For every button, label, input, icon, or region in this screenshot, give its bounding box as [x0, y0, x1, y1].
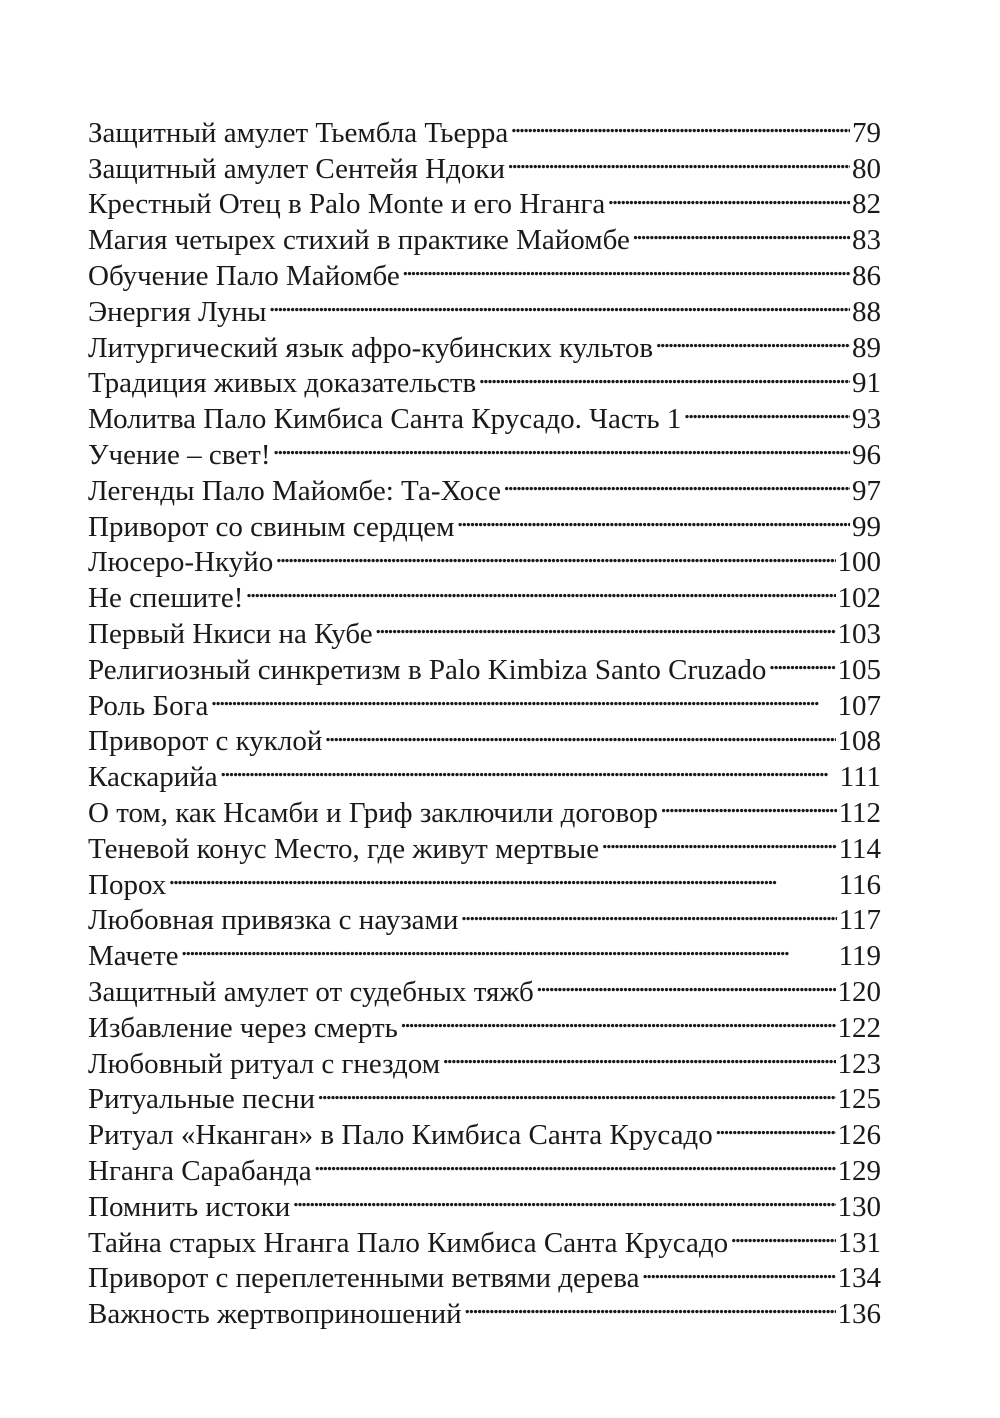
toc-entry-page: 136: [837, 1298, 881, 1331]
toc-entry-title: Важность жертвоприношений: [88, 1298, 462, 1331]
toc-entry-title: Теневой конус Место, где живут мертвые: [88, 832, 600, 865]
toc-entry-title: Легенды Пало Майомбе: Та-Хосе: [88, 474, 502, 507]
toc-entry-title: Роль Бога: [88, 689, 209, 722]
toc-entry-page: 99: [852, 510, 881, 543]
toc-entry-page: 102: [837, 582, 881, 615]
toc-entry-title: Любовный ритуал с гнездом: [88, 1047, 441, 1080]
toc-entry: [88, 965, 881, 1008]
toc-entry-page: 83: [852, 224, 881, 257]
toc-entry-title: Обучение Пало Майомбе: [88, 259, 400, 292]
toc-entry-title: Мачете: [88, 940, 179, 973]
toc-entry-page: 114: [838, 832, 881, 865]
toc-entry-title: Защитный амулет Сентейя Ндоки: [88, 152, 505, 185]
toc-entry-page: 125: [837, 1083, 881, 1116]
dot-leader: [478, 357, 850, 393]
toc-entry-title: Энергия Луны: [88, 295, 267, 328]
table-of-contents: [88, 106, 881, 1331]
toc-entry-page: 130: [837, 1190, 881, 1223]
toc-entry-title: Религиозный синкретизм в Palo Kimbiza Santo Cruzado: [88, 653, 767, 686]
toc-entry: [88, 929, 881, 973]
dot-leader: [210, 679, 835, 715]
toc-entry: [88, 106, 881, 149]
toc-entry-title: Помнить истоки: [88, 1190, 291, 1223]
toc-entry-page: 103: [837, 617, 881, 650]
dot-leader: [730, 1216, 835, 1252]
dot-leader: [273, 428, 851, 464]
toc-entry-page: 122: [837, 1011, 881, 1044]
toc-entry-page: 82: [852, 188, 881, 221]
toc-entry-title: Защитный амулет Тьембла Тьерра: [88, 116, 509, 149]
toc-entry-page: 123: [837, 1047, 881, 1080]
toc-entry-page: 111: [839, 761, 881, 794]
toc-entry-title: Традиция живых доказательств: [88, 367, 477, 400]
toc-entry-title: Литургический язык афро-кубинских культов: [88, 331, 654, 364]
toc-entry-title: Приворот со свиным сердцем: [88, 510, 455, 543]
toc-entry-title: Порох: [88, 868, 167, 901]
dot-leader: [660, 786, 837, 822]
toc-entry-page: 108: [837, 725, 881, 758]
toc-entry-title: Нганга Сарабанда: [88, 1154, 312, 1187]
toc-entry-title: Каскарийа: [88, 761, 218, 794]
toc-entry-page: 116: [838, 868, 881, 901]
toc-entry-page: 79: [852, 116, 881, 149]
dot-leader: [503, 464, 850, 500]
dot-leader: [715, 1108, 836, 1144]
toc-entry-page: 131: [837, 1226, 881, 1259]
toc-entry-title: Приворот с переплетенными ветвями дерева: [88, 1262, 640, 1295]
toc-entry-page: 134: [837, 1262, 881, 1295]
toc-entry-page: 112: [838, 796, 881, 829]
toc-entry-page: 126: [837, 1119, 881, 1152]
dot-leader: [536, 965, 836, 1001]
dot-leader: [641, 1252, 835, 1288]
dot-leader: [245, 571, 835, 607]
toc-entry-page: 117: [838, 904, 881, 937]
dot-leader: [464, 1287, 836, 1323]
dot-leader: [601, 822, 836, 858]
dot-leader: [317, 1073, 835, 1109]
toc-entry-page: 119: [838, 940, 881, 973]
toc-entry-title: Избавление через смерть: [88, 1011, 398, 1044]
dot-leader: [683, 392, 850, 428]
toc-entry-page: 88: [852, 295, 881, 328]
toc-entry-title: О том, как Нсамби и Гриф заключили договор: [88, 796, 659, 829]
dot-leader: [460, 894, 836, 930]
toc-entry-page: 86: [852, 259, 881, 292]
dot-leader: [269, 285, 851, 321]
toc-entry-title: Ритуал «Нканган» в Пало Кимбиса Санта Крусадо: [88, 1119, 713, 1152]
dot-leader: [275, 536, 835, 572]
toc-entry-page: 120: [837, 975, 881, 1008]
toc-entry-page: 107: [837, 689, 881, 722]
dot-leader: [324, 715, 835, 751]
toc-entry-title: Магия четырех стихий в практике Майомбе: [88, 224, 630, 257]
toc-entry-title: Любовная привязка с наузами: [88, 904, 459, 937]
toc-entry-page: 97: [852, 474, 881, 507]
toc-entry: [88, 858, 881, 901]
toc-entry-page: 96: [852, 438, 881, 471]
toc-entry-title: Защитный амулет от судебных тяжб: [88, 975, 534, 1008]
toc-entry-title: Учение – свет!: [88, 438, 271, 471]
dot-leader: [314, 1144, 836, 1180]
dot-leader: [168, 858, 836, 894]
dot-leader: [655, 321, 850, 357]
toc-entry-title: Тайна старых Нганга Пало Кимбиса Санта Крусадо: [88, 1226, 729, 1259]
toc-entry-page: 100: [837, 546, 881, 579]
dot-leader: [768, 643, 835, 679]
dot-leader: [181, 929, 837, 965]
toc-entry-page: 93: [852, 403, 881, 436]
toc-entry-page: 129: [837, 1154, 881, 1187]
dot-leader: [220, 750, 838, 786]
dot-leader: [292, 1180, 835, 1216]
dot-leader: [375, 607, 836, 643]
toc-entry-title: Первый Нкиси на Кубе: [88, 617, 373, 650]
toc-entry-title: Люсеро-Нкуйо: [88, 546, 274, 579]
toc-entry-title: Ритуальные песни: [88, 1083, 316, 1116]
dot-leader: [510, 106, 850, 142]
dot-leader: [607, 178, 850, 214]
dot-leader: [507, 142, 850, 178]
dot-leader: [400, 1001, 836, 1037]
toc-entry-page: 91: [852, 367, 881, 400]
dot-leader: [402, 249, 850, 285]
dot-leader: [457, 500, 850, 536]
toc-entry-page: 80: [852, 152, 881, 185]
toc-entry-title: Крестный Отец в Palo Monte и его Нганга: [88, 188, 606, 221]
toc-entry-title: Приворот с куклой: [88, 725, 323, 758]
dot-leader: [442, 1037, 835, 1073]
toc-entry-title: Не спешите!: [88, 582, 244, 615]
toc-entry-page: 89: [852, 331, 881, 364]
dot-leader: [632, 213, 850, 249]
toc-entry: [88, 894, 881, 937]
toc-entry-page: 105: [837, 653, 881, 686]
toc-entry-title: Молитва Пало Кимбиса Санта Крусадо. Часть 1: [88, 403, 682, 436]
